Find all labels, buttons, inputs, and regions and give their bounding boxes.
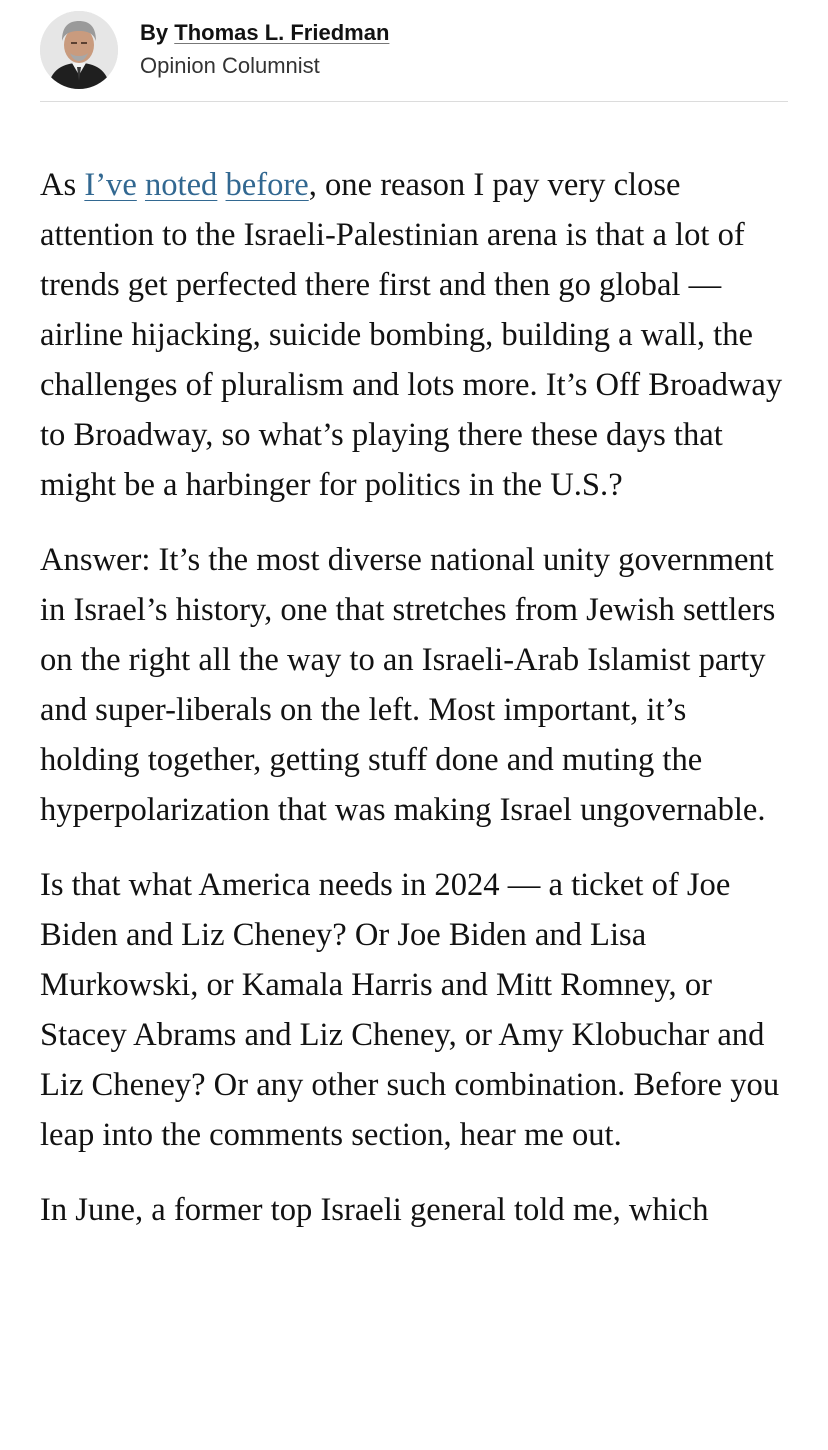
article-body [40,160,788,1260]
byline [40,12,788,88]
paragraph-1-text: , one reason I pay very close attention to the Israeli-Palestinian arena is that a lot of trends get perfected there first and then go global — airline hijacking, suicide bombing, building a wall, the challenges of pluralism and lots more. It’s Off Broadway to Broadway, so what’s playing there these days that might be a harbinger for politics in the U.S.? [40,167,783,503]
author-role: Opinion Columnist [140,53,320,78]
author-line [140,19,389,47]
author-photo-icon [40,11,118,89]
paragraph-1-intro: As [40,167,85,203]
article-paragraph-4: In June, a former top Israeli general told me, which [40,1192,709,1228]
byline-text [140,19,389,81]
link-before[interactable]: before [225,167,309,203]
byline-divider [40,101,788,102]
article-paragraph-2: Answer: It’s the most diverse national unity government in Israel’s history, one that stretches from Jewish settlers on the right all the way to an Israeli-Arab Islamist party and super-liberals on the left. Most important, it’s holding together, getting stuff done and muting the hyperpolarization that was making Israel ungovernable. [40,542,776,828]
link-ive[interactable]: I’ve [84,167,137,203]
link-noted[interactable]: noted [144,167,218,203]
article-paragraph-3: Is that what America needs in 2024 — a ticket of Joe Biden and Liz Cheney? Or Joe Biden and Lisa Murkowski, or Kamala Harris and Mitt Romney, or Stacey Abrams and Liz Cheney, or Amy Klobuchar and Liz Cheney? Or any other such combination. Before you leap into the comments section, hear me out. [40,867,780,1153]
author-avatar[interactable] [40,11,118,89]
article-paragraph-1 [40,160,788,510]
author-name-link[interactable]: Thomas L. Friedman [174,20,390,45]
byline-prefix: By [140,20,175,45]
